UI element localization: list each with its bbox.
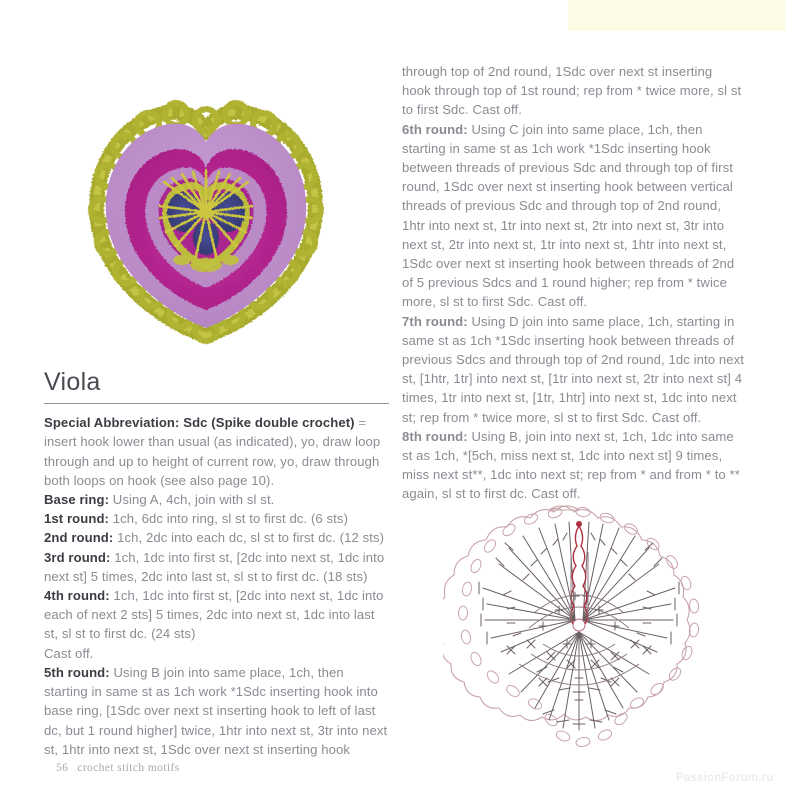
instruction-round-5 <box>44 663 390 759</box>
instruction-text: through top of 2nd round, 1Sdc over next st inserting hook through top of 1st round; rep from * twice more, sl st to first Sdc. Cast off. <box>402 64 742 118</box>
stitch-diagram-illustration <box>443 492 715 764</box>
instruction-round-1 <box>44 509 390 528</box>
footer-page-number: 56 <box>56 762 69 774</box>
left-body-text <box>44 413 390 759</box>
diagram-petal-upper-right <box>583 522 679 652</box>
instruction-text: 1ch, 1dc into first st, [2dc into next st, 1dc into next st] 5 times, 2dc into last st, sl st to first dc. (18 sts) <box>44 549 385 584</box>
special-abbreviation-equals: = <box>354 415 367 431</box>
diagram-base-ring <box>573 619 585 631</box>
instruction-lead: 3rd round: <box>44 549 111 565</box>
instruction-lead: 7th round: <box>402 313 468 329</box>
footer-book-title: crochet stitch motifs <box>77 762 180 774</box>
right-column <box>402 62 744 504</box>
diagram-petal-upper-left <box>479 522 575 652</box>
instruction-text: Using D join into same place, 1ch, starting in same st as 1ch *1Sdc inserting hook between threads of previous Sdcs and through top of 2nd round, 1dc into next st, [1htr, 1tr] into next st, [1tr into next st, 2tr into next st] 4 times, 1tr into next st, [1tr, 1htr] into next st, 1dc into next st; rep from * twice more, sl st to first Sdc. Cast off. <box>402 313 745 425</box>
instruction-round-4 <box>44 586 390 644</box>
instruction-round-6 <box>402 120 744 312</box>
special-abbreviation-paragraph <box>44 413 390 490</box>
page-title: Viola <box>44 368 101 396</box>
special-abbreviation-text: insert hook lower than usual (as indicated), yo, draw loop through and up to height of current row, yo, draw through both loops on hook (see also page 10). <box>44 434 381 488</box>
instruction-lead: Base ring: <box>44 492 110 508</box>
instruction-lead: 1st round: <box>44 511 110 527</box>
instruction-round-5-continued <box>402 62 744 120</box>
instruction-lead: 5th round: <box>44 664 110 680</box>
instruction-lead: 6th round: <box>402 121 468 137</box>
instruction-text: 1ch, 2dc into each dc, sl st to first dc. (12 sts) <box>113 530 385 546</box>
left-column <box>42 60 390 759</box>
instruction-cast-off <box>44 644 390 663</box>
instruction-lead: 4th round: <box>44 588 110 604</box>
stitch-diagram <box>443 492 715 764</box>
top-color-band <box>568 0 785 31</box>
instruction-round-3 <box>44 548 390 586</box>
page-footer <box>56 762 180 774</box>
instruction-text: Using B join into same place, 1ch, then starting in same st as 1ch work *1Sdc inserting hook into base ring, [1Sdc over next st inserting hook to left of last dc, but 1 round higher] twice, 1htr into next st, 3tr into next st, 1htr into next st, 1Sdc over next st inserting hook <box>44 664 388 757</box>
instruction-text: 1ch, 1dc into first st, [2dc into next st, 1dc into each of next 2 sts] 5 times, 2dc into next st, 1dc into last st, sl st to first dc. (24 sts) <box>44 588 384 642</box>
special-abbreviation-lead: Special Abbreviation: Sdc (Spike double crochet) <box>44 415 355 431</box>
watermark: PassionForum.ru <box>676 772 774 784</box>
motif-photo-illustration <box>56 60 356 360</box>
instruction-base-ring <box>44 490 390 509</box>
instruction-round-2 <box>44 528 390 547</box>
instruction-text: 1ch, 6dc into ring, sl st to first dc. (6 sts) <box>109 511 349 527</box>
instruction-text: Using B, join into next st, 1ch, 1dc into same st as 1ch, *[5ch, miss next st, 1dc into next st] 9 times, miss next st**, 1dc into next st; rep from * and from * to ** again, sl st to first dc. Cast off. <box>402 428 740 502</box>
instruction-round-7 <box>402 312 744 427</box>
motif-photo <box>56 60 356 360</box>
instruction-text: Using C join into same place, 1ch, then starting in same st as 1ch work *1Sdc inserting hook between threads of previous Sdc and through top of first round, 1Sdc over next st inserting hook between vertical threads of previous Sdc and through top of 2nd round, 1htr into next st, 1tr into next st, 2tr into next st, 3tr into next st, 2tr into next st, 1tr into next st, 1htr into next st, 1Sdc over next st inserting hook between threads of 2nd of 5 previous Sdcs and 1 round higher; rep from * twice more, sl st to first Sdc. Cast off. <box>402 121 735 310</box>
instruction-lead: 8th round: <box>402 428 468 444</box>
instruction-text: Using A, 4ch, join with sl st. <box>109 492 275 508</box>
instruction-lead: 2nd round: <box>44 530 114 546</box>
instruction-text: Cast off. <box>44 645 94 661</box>
diagram-spike-accent <box>571 521 588 624</box>
title-divider <box>44 403 389 404</box>
